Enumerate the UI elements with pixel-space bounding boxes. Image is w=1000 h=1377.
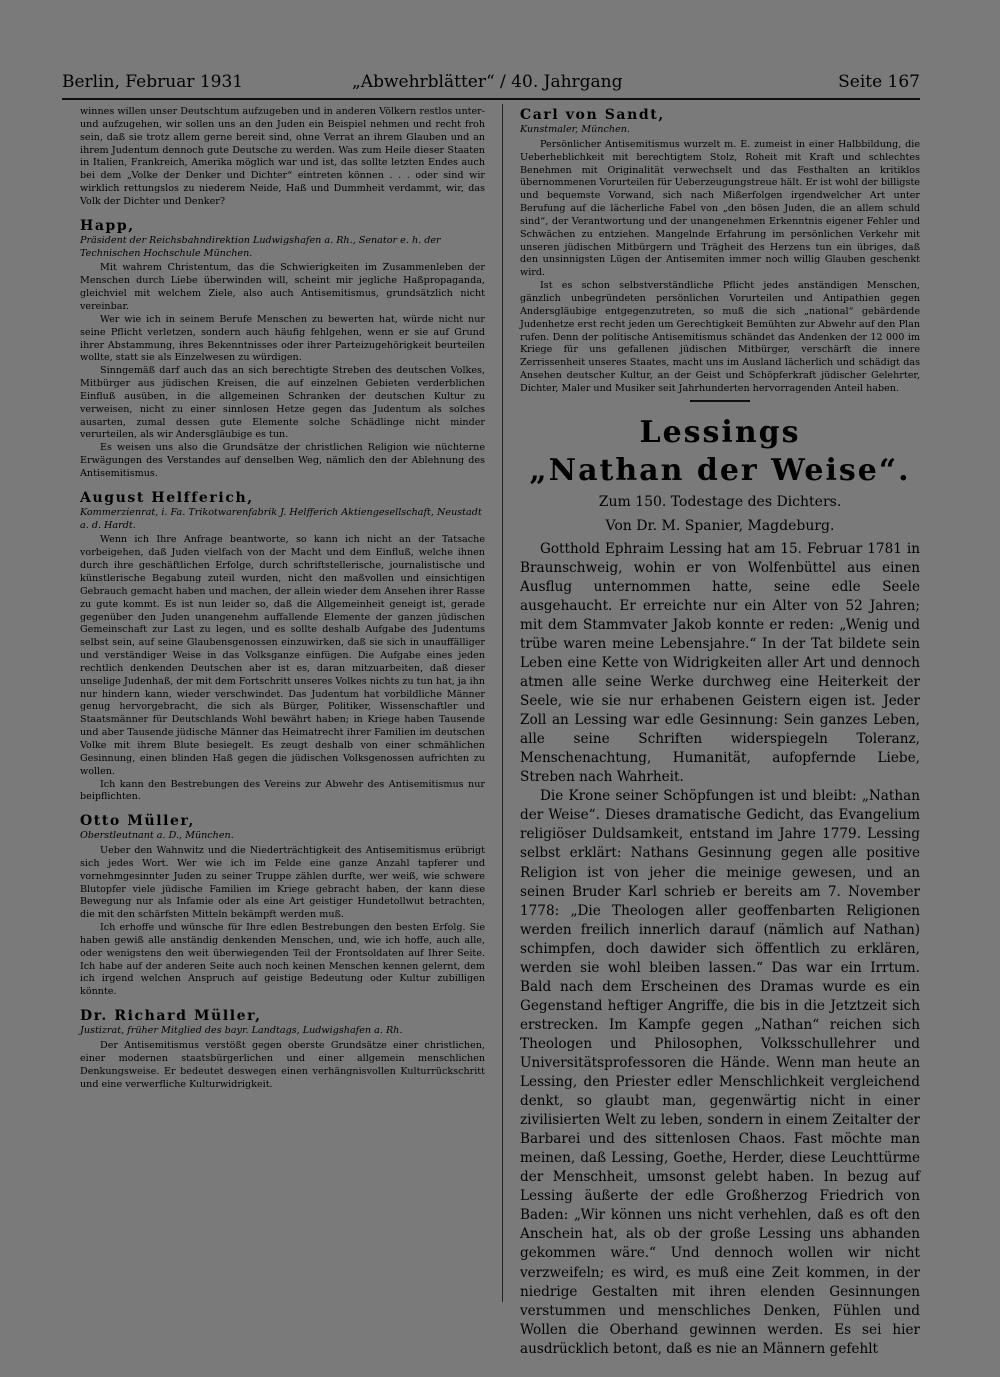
article-title-line2: „Nathan der Weise“.: [529, 452, 911, 488]
paragraph: Es weisen uns also die Grundsätze der christlichen Religion wie nüchterne Erwägungen des Verstandes auf denselben Weg, nämlich den der Ablehnung des Antisemitismus.: [80, 442, 485, 479]
title-rule: [690, 400, 750, 402]
author-statement: [80, 1040, 485, 1091]
author-role: Präsident der Reichsbahndirektion Ludwigshafen a. Rh., Senator e. h. der Technischen Hochschule München.: [80, 234, 441, 259]
paragraph: Ich kann den Bestrebungen des Vereins zur Abwehr des Antisemitismus nur beipflichten.: [80, 778, 485, 803]
author-name: Happ,: [80, 217, 135, 234]
paragraph: Persönlicher Antisemitismus wurzelt m. E. zumeist in einer Halbbildung, die Ueberheblichkeit mit berechtigtem Stolz, Roheit mit Kraft und schlechtes Benehmen mit Originalität verwechselt und das Festhalten an kritiklos übernommenen Vorurteilen für Ueberzeugungstreue hält. Er ist wohl der billigste und bequemste Vorwand, sich nach Mißerfolgen irgendwelcher Art unter Berufung auf die lächerliche Fabel von „den bösen Juden, die an allem schuld sind“, der Verantwortung und der unangenehmen Erkenntnis eigener Fehler und Schwächen zu entziehen. Mangelnde Erfahrung im persönlichen Verkehr mit unseren jüdischen Mitbürgern und Trägheit des Herzens tun ein übriges, daß den unsinnigsten Lügen der Antisemiten immer noch willig Glauben geschenkt wird.: [520, 138, 920, 279]
author-statement: [80, 534, 485, 804]
paragraph: Ist es schon selbstverständliche Pflicht jedes anständigen Menschen, gänzlich unbegründeten persönlichen Vorurteilen und Antipathien gegen Andersgläubige entgegenzutreten, so muß die sich „national“ gebärdende Judenhetze erst recht jeden um Gerechtigkeit Bemühten zur Abwehr auf den Plan rufen. Denn der politische Antisemitismus schändet das Andenken der 12 000 im Kriege für uns gefallenen jüdischen Mitbürger, verschärft die innere Zerrissenheit unseres Staates, macht uns im Ausland lächerlich und schädigt das Ansehen deutscher Kultur, an der Geist und Schöpferkraft jüdischer Gelehrter, Dichter, Maler und Musiker seit Jahrhunderten hervorragenden Anteil haben.: [520, 280, 920, 394]
author-role: Kommerzienrat, i. Fa. Trikotwarenfabrik J. Helfferich Aktiengesellschaft, Neustadt a. d. Hardt.: [80, 506, 482, 531]
paragraph: Mit wahrem Christentum, das die Schwierigkeiten im Zusammenleben der Menschen durch Liebe überwinden will, scheint mir jegliche Haßpropaganda, gleichviel mit welchem Ziele, also auch Antisemitismus, grundsätzlich nicht vereinbar.: [80, 262, 485, 312]
author-statement: [520, 139, 920, 396]
column-divider: [502, 104, 503, 1302]
article-title-line1: Lessings: [639, 414, 801, 450]
header-place-date: Berlin, Februar 1931: [62, 72, 244, 92]
intro-block: [80, 106, 485, 209]
header-page-number: Seite 167: [838, 72, 920, 92]
paragraph: Ueber den Wahnwitz und die Niederträchtigkeit des Antisemitismus erübrigt sich jedes Wort. Wer wie ich im Felde eine ganze Anzahl tapferer und vornehmgesinnter Juden zu seiner Truppe zählen durfte, wer weiß, wie schwere Blutopfer viele jüdische Familien im Kriege gebracht haben, der kann diese Bewegung nur als Infamie oder als eine Art geistiger Hundetollwut betrachten, die mit den schärfsten Mitteln bekämpft werden muß.: [80, 845, 485, 921]
paragraph: Sinngemäß darf auch das an sich berechtigte Streben des deutschen Volkes, Mitbürger aus jüdischen Kreisen, die auf einzelnen Gebieten verderblichen Einfluß ausüben, in die allgemeinen Schranken der deutschen Kultur zu verweisen, nicht zu einer sinnlosen Hetze gegen das Judentum als solches ausarten, zumal dessen gute Elemente solche Schädlinge nicht minder verurteilen, als wir Andersgläubige es tun.: [80, 365, 485, 441]
paragraph: Ich erhoffe und wünsche für Ihre edlen Bestrebungen den besten Erfolg. Sie haben gewiß alle anständig denkenden Menschen, und, wie ich hoffe, auch alle, oder wenigstens den weit überwiegenden Teil der Frontsoldaten auf Ihrer Seite. Ich habe auf der anderen Seite auch noch keinen Menschen kennen gelernt, dem ich irgend welchen Anspruch auf geistige Bedeutung oder Kultur zubilligen könnte.: [80, 922, 485, 998]
author-name: Carl von Sandt,: [520, 107, 665, 123]
author-role: Justizrat, früher Mitglied des bayr. Landtags, Ludwigshafen a. Rh.: [80, 1025, 403, 1037]
paragraph: Die Krone seiner Schöpfungen ist und bleibt: „Nathan der Weise“. Dieses dramatische Gedicht, das Evangelium religiöser Duldsamkeit, entstand im Jahre 1779. Lessing selbst erklärt: Nathans Gesinnung gegen alle positive Religion ist von jeher die meinige gewesen, und an seinen Bruder Karl schrieb er bereits am 7. November 1778: „Die Theologen aller geoffenbarten Religionen werden freilich innerlich darauf (nämlich auf Nathan) schimpfen, doch dawider sich öffentlich zu erklären, werden sie wohl bleiben lassen.“ Das war ein Irrtum. Bald nach dem Erscheinen des Dramas wurde es ein Gegenstand heftiger Angriffe, die bis in die Jetztzeit sich erstrecken. Im Kampfe gegen „Nathan“ reichen sich Theologen und Philosophen, Volksschullehrer und Universitätsprofessoren die Hände. Wenn man heute an Lessing, den Priester edler Menschlichkeit vergleichend denkt, so glaubt man, gegenwärtig nicht in einer zivilisierten Welt zu leben, sondern in einem Zeitalter der Barbarei und des sittenlosen Chaos. Fast möchte man meinen, daß Lessing, Goethe, Herder, diese Leuchttürme der Menschheit, umsonst gelebt haben. In bezug auf Lessing äußerte der edle Großherzog Friedrich von Baden: „Wir können uns nicht verhehlen, daß es oft den Anschein hat, als ob der große Lessing uns abhanden gekommen wäre.“ Und dennoch wollen wir nicht verzweifeln; es wird, es muß eine Zeit kommen, in der niedrige Gestalten mit ihren elenden Gesinnungen verstummen und menschliches Denken, Fühlen und Wollen die Oberhand gewinnen werden. Es sei hier ausdrücklich betont, daß es nie an Männern gefehlt: [520, 788, 920, 1357]
author-name: August Helfferich,: [80, 489, 254, 506]
author-name: Otto Müller,: [80, 813, 195, 830]
paragraph: Wenn ich Ihre Anfrage beantworte, so kann ich nicht an der Tatsache vorbeigehen, daß Juden vielfach von der Macht und dem Einfluß, welche ihnen durch ihre geschäftlichen Erfolge, durch schriftstellerische, journalistische und künstlerische Begabung zuteil wurden, nicht den maßvollen und einsichtigen Gebrauch gemacht haben und machen, der allein wieder dem Ansehen ihrer Rasse zu gute kommt. Es ist nun leider so, daß die Allgemeinheit geneigt ist, gerade gegenüber den Juden unangenehm auffallende Elemente der ganzen jüdischen Gemeinschaft zur Last zu legen, und es sollte deshalb Aufgabe des Judentums selbst sein, auf seine Glaubensgenossen einzuwirken, daß sie sich in unauffälliger und verständiger Weise in das Volksganze einfügen. Die Aufgabe eines jeden rechtlich denkenden Deutschen aber ist es, daran mitzuarbeiten, daß dieser unselige Judenhaß, der mit dem Fortschritt unseres Volkes nichts zu tun hat, ja ihn nur hindern kann, wieder verschwindet. Das Judentum hat vorbildliche Männer genug hervorgebracht, die sich als Bürger, Politiker, Wissenschaftler und Staatsmänner für Deutschlands Wohl bewährt haben; in Kriege haben Tausende und aber Tausende jüdische Männer das Heimatrecht ihrer Familien im deutschen Volke mit ihrem Blute besiegelt. Es zeugt deshalb von einer schmählichen Gesinnung, einen blinden Haß gegen die jüdischen Volksgenossen aufrichten zu wollen.: [80, 534, 485, 777]
author-name: Dr. Richard Müller,: [80, 1008, 262, 1025]
paragraph: Wer wie ich in seinem Berufe Menschen zu bewerten hat, würde nicht nur seine Pflicht verletzen, sondern auch häufig fehlgehen, wenn er sie auf Grund ihrer Abstammung, ihres Bekenntnisses oder ihrer Parteizugehörigkeit beurteilen wollte, statt sie als Einzelwesen zu würdigen.: [80, 313, 485, 364]
left-column: [80, 106, 485, 1091]
article-byline: Von Dr. M. Spanier, Magdeburg.: [605, 517, 835, 534]
header-rule: [62, 98, 920, 100]
author-role: Oberstleutnant a. D., München.: [80, 830, 234, 842]
paragraph: Gotthold Ephraim Lessing hat am 15. Februar 1781 in Braunschweig, wohin er von Wolfenbüttel aus einen Ausflug unternommen hatte, seine edle Seele ausgehaucht. Er erreichte nur ein Alter von 52 Jahren; mit dem Stammvater Jakob konnte er reden: „Wenig und trübe waren meine Lebensjahre.“ In der Tat bildete sein Leben eine Kette von Widrigkeiten aller Art und dennoch atmen alle seine Werke durchweg eine Heiterkeit der Seele, wie sie nur erhabenen Geistern eigen ist. Jeder Zoll an Lessing war edle Gesinnung: Sein ganzes Leben, alle seine Schriften widerspiegeln Toleranz, Menschenachtung, Humanität, aufopfernde Liebe, Streben nach Wahrheit.: [520, 540, 920, 786]
paragraph: Der Antisemitismus verstößt gegen oberste Grundsätze einer christlichen, einer modernen staatsbürgerlichen und einer allgemein menschlichen Denkungsweise. Er bedeutet deswegen einen verhängnisvollen Kulturrückschritt und eine verwerfliche Kulturwidrigkeit.: [80, 1040, 485, 1090]
right-column: [520, 106, 920, 1359]
author-statement: [80, 262, 485, 480]
header-journal: „Abwehrblätter“ / 40. Jahrgang: [352, 72, 623, 92]
article-heading: [520, 414, 920, 536]
author-statement: [80, 845, 485, 999]
intro-paragraph: winnes willen unser Deutschtum aufzugeben und in anderen Völkern restlos unter- und aufzugehen, wir sollen uns an den Juden ein Beispiel nehmen und recht froh sein, daß sie trotz allem gerne bereit sind, ohne Verrat an ihrem Glauben und an ihrem Judentum dennoch gute Deutsche zu werden. Was zum Heile dieser Staaten in Italien, Frankreich, Amerika möglich war und ist, das sollte letzten Endes auch bei dem „Volke der Denker und Dichter“ eintreten können . . . oder sind wir wirklich rettungslos zu niederem Neide, Haß und Dummheit verdammt, wir, das Volk der Dichter und Denker?: [80, 106, 485, 207]
article-subtitle: Zum 150. Todestage des Dichters.: [598, 493, 842, 510]
page-header: [62, 72, 920, 98]
author-role: Kunstmaler, München.: [520, 124, 630, 135]
article-body: [520, 540, 920, 1359]
